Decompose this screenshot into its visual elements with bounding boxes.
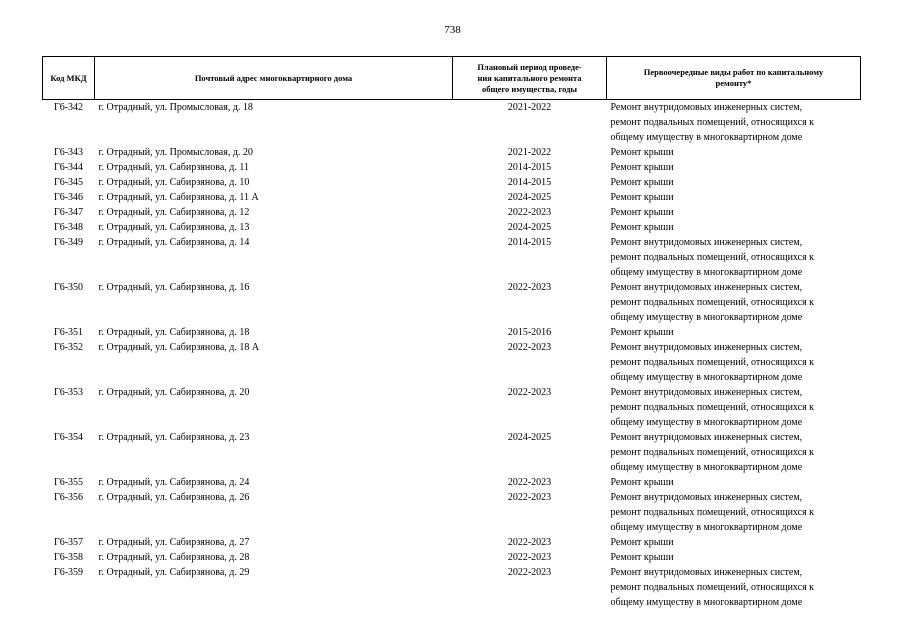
row-code: Г6-350	[53, 282, 84, 293]
row-address: г. Отрадный, ул. Сабирзянова, д. 27	[98, 537, 250, 548]
row-address: г. Отрадный, ул. Сабирзянова, д. 11	[98, 162, 250, 173]
row-address: г. Отрадный, ул. Сабирзянова, д. 20	[98, 387, 250, 398]
work-line: Ремонт внутридомовых инженерных систем,	[610, 237, 803, 248]
row-period: 2021-2022	[507, 147, 552, 158]
table-row	[43, 220, 861, 235]
header-works	[607, 57, 861, 100]
row-period: 2022-2023	[507, 282, 552, 293]
table-row	[43, 475, 861, 490]
table-row	[43, 550, 861, 565]
header-address: Почтовый адрес многоквартирного дома	[95, 57, 453, 100]
row-works	[607, 220, 861, 235]
row-address: г. Отрадный, ул. Сабирзянова, д. 28	[98, 552, 250, 563]
table-row	[43, 235, 861, 280]
row-period: 2021-2022	[507, 102, 552, 113]
row-period: 2022-2023	[507, 552, 552, 563]
work-line: ремонт подвальных помещений, относящихся к	[610, 252, 815, 263]
table-row	[43, 385, 861, 430]
work-line: общему имуществу в многоквартирном доме	[610, 132, 803, 143]
row-code: Г6-359	[53, 567, 84, 578]
row-code: Г6-351	[53, 327, 84, 338]
work-line: Ремонт крыши	[610, 192, 674, 203]
row-period: 2022-2023	[507, 537, 552, 548]
work-line: ремонт подвальных помещений, относящихся к	[610, 297, 815, 308]
work-line: Ремонт крыши	[610, 207, 674, 218]
row-code: Г6-344	[53, 162, 84, 173]
row-address: г. Отрадный, ул. Сабирзянова, д. 14	[98, 237, 250, 248]
row-code: Г6-358	[53, 552, 84, 563]
work-line: ремонт подвальных помещений, относящихся к	[610, 117, 815, 128]
work-line: Ремонт крыши	[610, 177, 674, 188]
table-row	[43, 100, 861, 146]
row-works	[607, 340, 861, 385]
row-address: г. Отрадный, ул. Сабирзянова, д. 11 А	[98, 192, 259, 203]
row-period: 2022-2023	[507, 342, 552, 353]
table-row	[43, 145, 861, 160]
row-works	[607, 190, 861, 205]
work-line: общему имуществу в многоквартирном доме	[610, 372, 803, 383]
row-period: 2014-2015	[507, 237, 552, 248]
header-code: Код МКД	[43, 57, 95, 100]
row-period: 2014-2015	[507, 177, 552, 188]
work-line: Ремонт внутридомовых инженерных систем,	[610, 492, 803, 503]
work-line: Ремонт крыши	[610, 552, 674, 563]
row-code: Г6-348	[53, 222, 84, 233]
page-number: 738	[444, 24, 461, 36]
row-address: г. Отрадный, ул. Сабирзянова, д. 26	[98, 492, 250, 503]
row-works	[607, 235, 861, 280]
row-works	[607, 535, 861, 550]
row-period: 2022-2023	[507, 492, 552, 503]
row-code: Г6-342	[53, 102, 84, 113]
header-works-line: ремонту*	[715, 78, 752, 88]
row-address: г. Отрадный, ул. Сабирзянова, д. 16	[98, 282, 250, 293]
work-line: Ремонт крыши	[610, 327, 674, 338]
row-period: 2014-2015	[507, 162, 552, 173]
row-works	[607, 205, 861, 220]
row-address: г. Отрадный, ул. Сабирзянова, д. 24	[98, 477, 250, 488]
header-period-line: общего имущества, годы	[481, 83, 578, 94]
row-period: 2024-2025	[507, 222, 552, 233]
row-code: Г6-345	[53, 177, 84, 188]
row-code: Г6-347	[53, 207, 84, 218]
row-period: 2015-2016	[507, 327, 552, 338]
work-line: Ремонт внутридомовых инженерных систем,	[610, 102, 803, 113]
row-address: г. Отрадный, ул. Промысловая, д. 18	[98, 102, 253, 113]
header-works-line: Первоочередные виды работ по капитальному	[643, 67, 824, 77]
header-period	[453, 57, 607, 100]
row-works	[607, 160, 861, 175]
work-line: ремонт подвальных помещений, относящихся к	[610, 447, 815, 458]
table-row	[43, 280, 861, 325]
table-header	[43, 57, 861, 100]
work-line: Ремонт крыши	[610, 477, 674, 488]
table-row	[43, 160, 861, 175]
work-line: Ремонт крыши	[610, 222, 674, 233]
work-line: Ремонт внутридомовых инженерных систем,	[610, 387, 803, 398]
row-address: г. Отрадный, ул. Сабирзянова, д. 18	[98, 327, 250, 338]
row-works	[607, 280, 861, 325]
table-row	[43, 565, 861, 610]
header-period-line: Плановый период проведе-	[477, 61, 582, 72]
row-works	[607, 430, 861, 475]
row-period: 2024-2025	[507, 192, 552, 203]
header-period-line: ния капитального ремонта	[477, 72, 582, 83]
row-works	[607, 475, 861, 490]
work-line: общему имуществу в многоквартирном доме	[610, 417, 803, 428]
work-line: ремонт подвальных помещений, относящихся к	[610, 402, 815, 413]
row-address: г. Отрадный, ул. Сабирзянова, д. 23	[98, 432, 250, 443]
work-line: общему имуществу в многоквартирном доме	[610, 597, 803, 608]
row-address: г. Отрадный, ул. Сабирзянова, д. 18 А	[98, 342, 260, 353]
work-line: общему имуществу в многоквартирном доме	[610, 462, 803, 473]
row-code: Г6-352	[53, 342, 84, 353]
table-row	[43, 325, 861, 340]
row-works	[607, 100, 861, 146]
table-row	[43, 340, 861, 385]
work-line: ремонт подвальных помещений, относящихся к	[610, 357, 815, 368]
row-address: г. Отрадный, ул. Промысловая, д. 20	[98, 147, 253, 158]
work-line: общему имуществу в многоквартирном доме	[610, 312, 803, 323]
work-line: Ремонт внутридомовых инженерных систем,	[610, 342, 803, 353]
row-code: Г6-356	[53, 492, 84, 503]
table-row	[43, 490, 861, 535]
row-code: Г6-354	[53, 432, 84, 443]
table-row	[43, 190, 861, 205]
table-body	[43, 100, 861, 611]
row-code: Г6-355	[53, 477, 84, 488]
table-row	[43, 535, 861, 550]
row-code: Г6-353	[53, 387, 84, 398]
row-address: г. Отрадный, ул. Сабирзянова, д. 12	[98, 207, 250, 218]
work-line: Ремонт крыши	[610, 537, 674, 548]
row-works	[607, 565, 861, 610]
table-row	[43, 175, 861, 190]
row-period: 2022-2023	[507, 387, 552, 398]
work-line: общему имуществу в многоквартирном доме	[610, 267, 803, 278]
table-row	[43, 430, 861, 475]
row-works	[607, 175, 861, 190]
work-line: Ремонт крыши	[610, 162, 674, 173]
work-line: Ремонт крыши	[610, 147, 674, 158]
table-row	[43, 205, 861, 220]
work-line: ремонт подвальных помещений, относящихся к	[610, 582, 815, 593]
row-address: г. Отрадный, ул. Сабирзянова, д. 10	[98, 177, 250, 188]
row-works	[607, 325, 861, 340]
row-works	[607, 145, 861, 160]
row-code: Г6-349	[53, 237, 84, 248]
row-period: 2022-2023	[507, 567, 552, 578]
work-line: Ремонт внутридомовых инженерных систем,	[610, 282, 803, 293]
capital-repair-table	[42, 56, 861, 610]
row-period: 2024-2025	[507, 432, 552, 443]
row-works	[607, 385, 861, 430]
row-period: 2022-2023	[507, 477, 552, 488]
row-works	[607, 550, 861, 565]
work-line: общему имуществу в многоквартирном доме	[610, 522, 803, 533]
row-code: Г6-346	[53, 192, 84, 203]
row-code: Г6-357	[53, 537, 84, 548]
row-address: г. Отрадный, ул. Сабирзянова, д. 29	[98, 567, 250, 578]
work-line: ремонт подвальных помещений, относящихся к	[610, 507, 815, 518]
row-works	[607, 490, 861, 535]
row-code: Г6-343	[53, 147, 84, 158]
row-period: 2022-2023	[507, 207, 552, 218]
row-address: г. Отрадный, ул. Сабирзянова, д. 13	[98, 222, 250, 233]
work-line: Ремонт внутридомовых инженерных систем,	[610, 432, 803, 443]
work-line: Ремонт внутридомовых инженерных систем,	[610, 567, 803, 578]
